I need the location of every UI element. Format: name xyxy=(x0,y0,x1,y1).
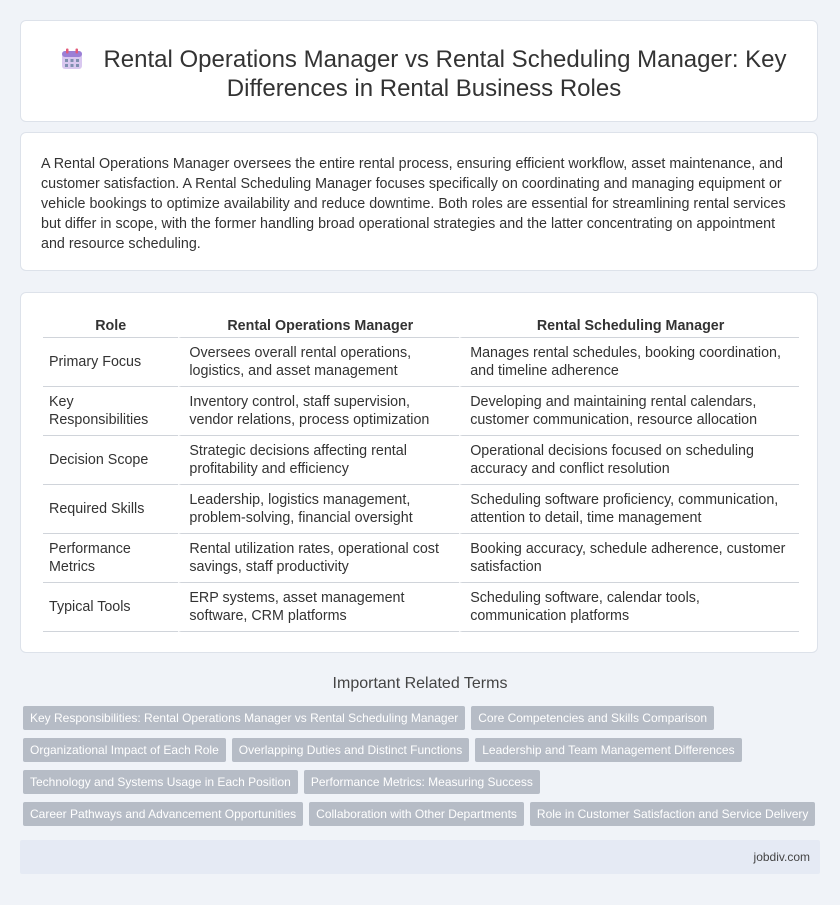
footer-site-link[interactable]: jobdiv.com xyxy=(753,850,810,864)
row-label: Key Responsibilities xyxy=(43,387,178,436)
tag-row xyxy=(23,770,823,802)
related-term-tag[interactable]: Technology and Systems Usage in Each Position xyxy=(23,770,298,794)
tag-row xyxy=(23,738,823,770)
related-term-tag[interactable]: Role in Customer Satisfaction and Service Delivery xyxy=(530,802,815,826)
table-row xyxy=(43,534,799,583)
intro-paragraph: A Rental Operations Manager oversees the entire rental process, ensuring efficient workflow, asset maintenance, and customer satisfaction. A Rental Scheduling Manager focuses specifically on coordinating and managing equipment or vehicle bookings to optimize availability and reduce downtime. Both roles are essential for streamlining rental services but differ in scope, with the former handling broad operational strategies and the latter concentrating on appointment and resource scheduling. xyxy=(41,156,786,252)
related-term-tag[interactable]: Leadership and Team Management Differences xyxy=(475,738,741,762)
operations-cell: Strategic decisions affecting rental profitability and efficiency xyxy=(178,436,459,485)
calendar-icon xyxy=(61,48,83,70)
table-row xyxy=(43,436,799,485)
tag-row xyxy=(23,706,823,738)
comparison-card xyxy=(20,292,818,653)
table-row xyxy=(43,485,799,534)
row-label: Performance Metrics xyxy=(43,534,178,583)
row-label: Required Skills xyxy=(43,485,178,534)
scheduling-cell: Developing and maintaining rental calendars, customer communication, resource allocation xyxy=(459,387,799,436)
scheduling-cell: Operational decisions focused on scheduling accuracy and conflict resolution xyxy=(459,436,799,485)
comparison-table xyxy=(43,315,799,632)
page-title-wrap xyxy=(61,45,787,103)
header-scheduling: Rental Scheduling Manager xyxy=(459,315,799,338)
table-row xyxy=(43,387,799,436)
operations-cell: ERP systems, asset management software, CRM platforms xyxy=(178,583,459,632)
scheduling-cell: Scheduling software proficiency, communication, attention to detail, time management xyxy=(459,485,799,534)
header-operations: Rental Operations Manager xyxy=(178,315,459,338)
operations-cell: Leadership, logistics management, problem-solving, financial oversight xyxy=(178,485,459,534)
intro-card xyxy=(20,132,818,271)
header-role: Role xyxy=(43,315,178,338)
row-label: Primary Focus xyxy=(43,338,178,387)
related-terms-list xyxy=(23,706,823,834)
related-term-tag[interactable]: Organizational Impact of Each Role xyxy=(23,738,226,762)
related-terms-title: Important Related Terms xyxy=(332,675,508,692)
related-term-tag[interactable]: Collaboration with Other Departments xyxy=(309,802,524,826)
row-label: Typical Tools xyxy=(43,583,178,632)
table-row xyxy=(43,338,799,387)
operations-cell: Inventory control, staff supervision, vendor relations, process optimization xyxy=(178,387,459,436)
related-term-tag[interactable]: Key Responsibilities: Rental Operations Manager vs Rental Scheduling Manager xyxy=(23,706,465,730)
table-row xyxy=(43,583,799,632)
operations-cell: Rental utilization rates, operational cost savings, staff productivity xyxy=(178,534,459,583)
scheduling-cell: Scheduling software, calendar tools, communication platforms xyxy=(459,583,799,632)
scheduling-cell: Booking accuracy, schedule adherence, customer satisfaction xyxy=(459,534,799,583)
title-card xyxy=(20,20,818,122)
scheduling-cell: Manages rental schedules, booking coordination, and timeline adherence xyxy=(459,338,799,387)
tag-row xyxy=(23,802,823,834)
related-term-tag[interactable]: Career Pathways and Advancement Opportunities xyxy=(23,802,303,826)
related-term-tag[interactable]: Core Competencies and Skills Comparison xyxy=(471,706,714,730)
operations-cell: Oversees overall rental operations, logistics, and asset management xyxy=(178,338,459,387)
row-label: Decision Scope xyxy=(43,436,178,485)
page-title: Rental Operations Manager vs Rental Scheduling Manager: Key Differences in Rental Business Roles xyxy=(103,46,787,102)
table-header-row xyxy=(43,315,799,338)
footer xyxy=(20,840,820,874)
related-term-tag[interactable]: Performance Metrics: Measuring Success xyxy=(304,770,540,794)
related-term-tag[interactable]: Overlapping Duties and Distinct Functions xyxy=(232,738,469,762)
